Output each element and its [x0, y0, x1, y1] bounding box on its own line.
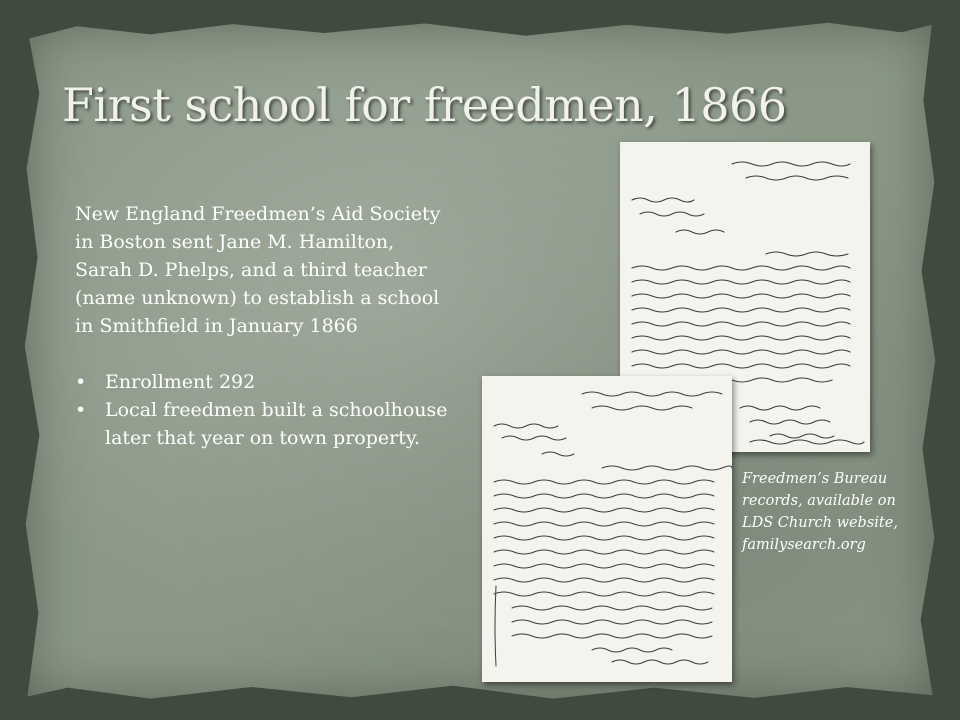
intro-paragraph [75, 200, 485, 340]
slide-body [75, 200, 485, 452]
intro-line: (name unknown) to establish a school [75, 287, 440, 309]
caption-line: LDS Church website, [742, 515, 898, 531]
intro-line: in Smithfield in January 1866 [75, 315, 358, 337]
bullet-text: later that year on town property. [105, 427, 421, 449]
bullet-text: Local freedmen built a schoolhouse [105, 399, 448, 421]
slide-title: First school for freedmen, 1866 [62, 78, 787, 132]
letter-image-2 [482, 376, 732, 682]
intro-line: Sarah D. Phelps, and a third teacher [75, 259, 427, 281]
intro-line: in Boston sent Jane M. Hamilton, [75, 231, 395, 253]
bullet-text: Enrollment 292 [105, 371, 256, 393]
bullet-icon: • [75, 399, 87, 421]
bullet-item-enrollment [75, 368, 485, 396]
image-caption [742, 468, 898, 556]
intro-line: New England Freedmen’s Aid Society [75, 203, 441, 225]
handwriting-scribble-icon [482, 376, 732, 682]
bullet-item-schoolhouse [75, 396, 485, 452]
caption-line: Freedmen’s Bureau [742, 471, 888, 487]
caption-line: familysearch.org [742, 537, 866, 553]
caption-line: records, available on [742, 493, 896, 509]
bullet-icon: • [75, 371, 87, 393]
bullet-list [75, 368, 485, 452]
